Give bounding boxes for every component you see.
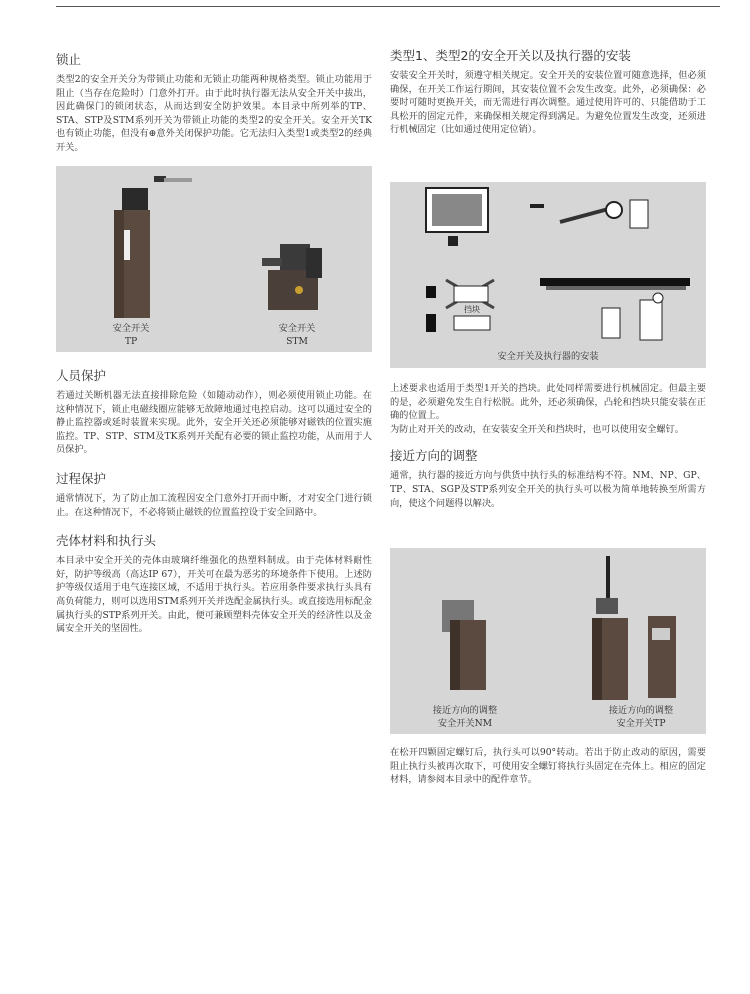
stop-label: 挡块 [464, 305, 480, 314]
section-text-installation: 安装安全开关时，须遵守相关规定。安全开关的安装位置可随意选择，但必须确保，在开关工作运行期间，其安装位置不会发生改变。此外，必须确保：必要时可随时更换开关，而无需进行再次调整。通过使用许可的、只能借助于工具松开的固定元件，来确保相关规定得到满足。为避免位置发生改变，还须进行机械固定（比如通过使用定位销）。 [390, 70, 706, 136]
fig1-caption-tp: 安全开关 TP [112, 323, 150, 347]
section-text-approach-2: 在松开四颗固定螺钉后，执行头可以90°转动。若出于防止改动的原因，需要阻止执行头被再次取下，可使用安全螺钉将执行头固定在壳体上。相应的固定材料，请参阅本目录中的配件章节。 [390, 747, 706, 786]
section-text-personnel: 若通过关断机器无法直接排除危险（如随动动作），则必须使用锁止功能。在这种情况下，锁止电磁线圈应能够无故障地通过电控启动。这可以通过安全的静止监控器或延时装置来实现。此外，安全开关还必须能够对磁铁的位置实施监控。TP、STP、STM及TK系列开关配有必要的锁止监控功能，从而用于人员保护。 [56, 390, 372, 456]
figure-installation [390, 182, 706, 368]
section-title-housing: 壳体材料和执行头 [56, 533, 157, 549]
section-text-installation-3: 为防止对开关的改动，在安装安全开关和挡块时，也可以使用安全螺钉。 [390, 423, 684, 435]
fig3-caption-nm: 接近方向的调整 安全开关NM [432, 705, 498, 729]
fig1-caption-stm: 安全开关 STM [278, 323, 316, 347]
left-column-lower [56, 366, 372, 636]
right-column-lower [390, 382, 706, 510]
fig3-caption-tp: 接近方向的调整 安全开关TP [608, 705, 674, 729]
installation-diagram [390, 182, 706, 368]
top-rule [56, 6, 720, 7]
section-text-approach: 通常，执行器的接近方向与供货中执行头的标准结构不符。NM、NP、GP、TP、STA、SGP及STP系列安全开关的执行头可以极为简单地转换至所需方向，使这个问题得以解决。 [390, 470, 706, 509]
section-title-installation: 类型1、类型2的安全开关以及执行器的安装 [390, 48, 631, 63]
section-title-personnel: 人员保护 [56, 368, 107, 383]
section-title-locking: 锁止 [56, 52, 82, 67]
section-text-installation-2: 上述要求也适用于类型1开关的挡块。此处同样需要进行机械固定。但最主要的是，必须避免发生自行松脱。此外，还必须确保，凸轮和挡块只能安装在正确的位置上。 [390, 383, 706, 422]
left-column [56, 50, 372, 155]
section-title-process: 过程保护 [56, 470, 107, 486]
right-column-bottom [390, 746, 706, 787]
fig2-caption: 安全开关及执行器的安装 [497, 351, 599, 362]
right-column [390, 46, 706, 137]
section-text-locking: 类型2的安全开关分为带锁止功能和无锁止功能两种规格类型。锁止功能用于阻止（当存在危险时）门意外打开。由于此时执行器无法从安全开关中拔出，因此确保门的锁闭状态，从而达到安全防护效果。本目录中所列举的TP、STA、STP及STM系列开关为带锁止功能的类型2的安全开关。安全开关TK也有锁止功能，但没有⊕意外关闭保护功能。它无法归入类型1或类型2的经典开关。 [56, 74, 372, 153]
section-text-process: 通常情况下，为了防止加工流程因安全门意外打开而中断，才对安全门进行锁止。在这种情况下，不必将锁止磁铁的位置监控设于安全回路中。 [56, 492, 372, 518]
section-text-housing: 本目录中安全开关的壳体由玻璃纤维强化的热塑料制成。由于壳体材料耐性好，防护等级高（高达IP 67），开关可在最为恶劣的环境条件下使用。上述防护等级仅适用于电气连接区域，不适用于执行头。若应用条件要求执行头具有高负荷能力，则可以选用STM系列开关并选配金属执行头。或直接选用标配金属执行头的STP系列开关。由此，便可兼顾塑料壳体安全开关的经济性以及金属安全开关的坚固性。 [56, 555, 372, 635]
section-title-approach: 接近方向的调整 [390, 448, 478, 464]
